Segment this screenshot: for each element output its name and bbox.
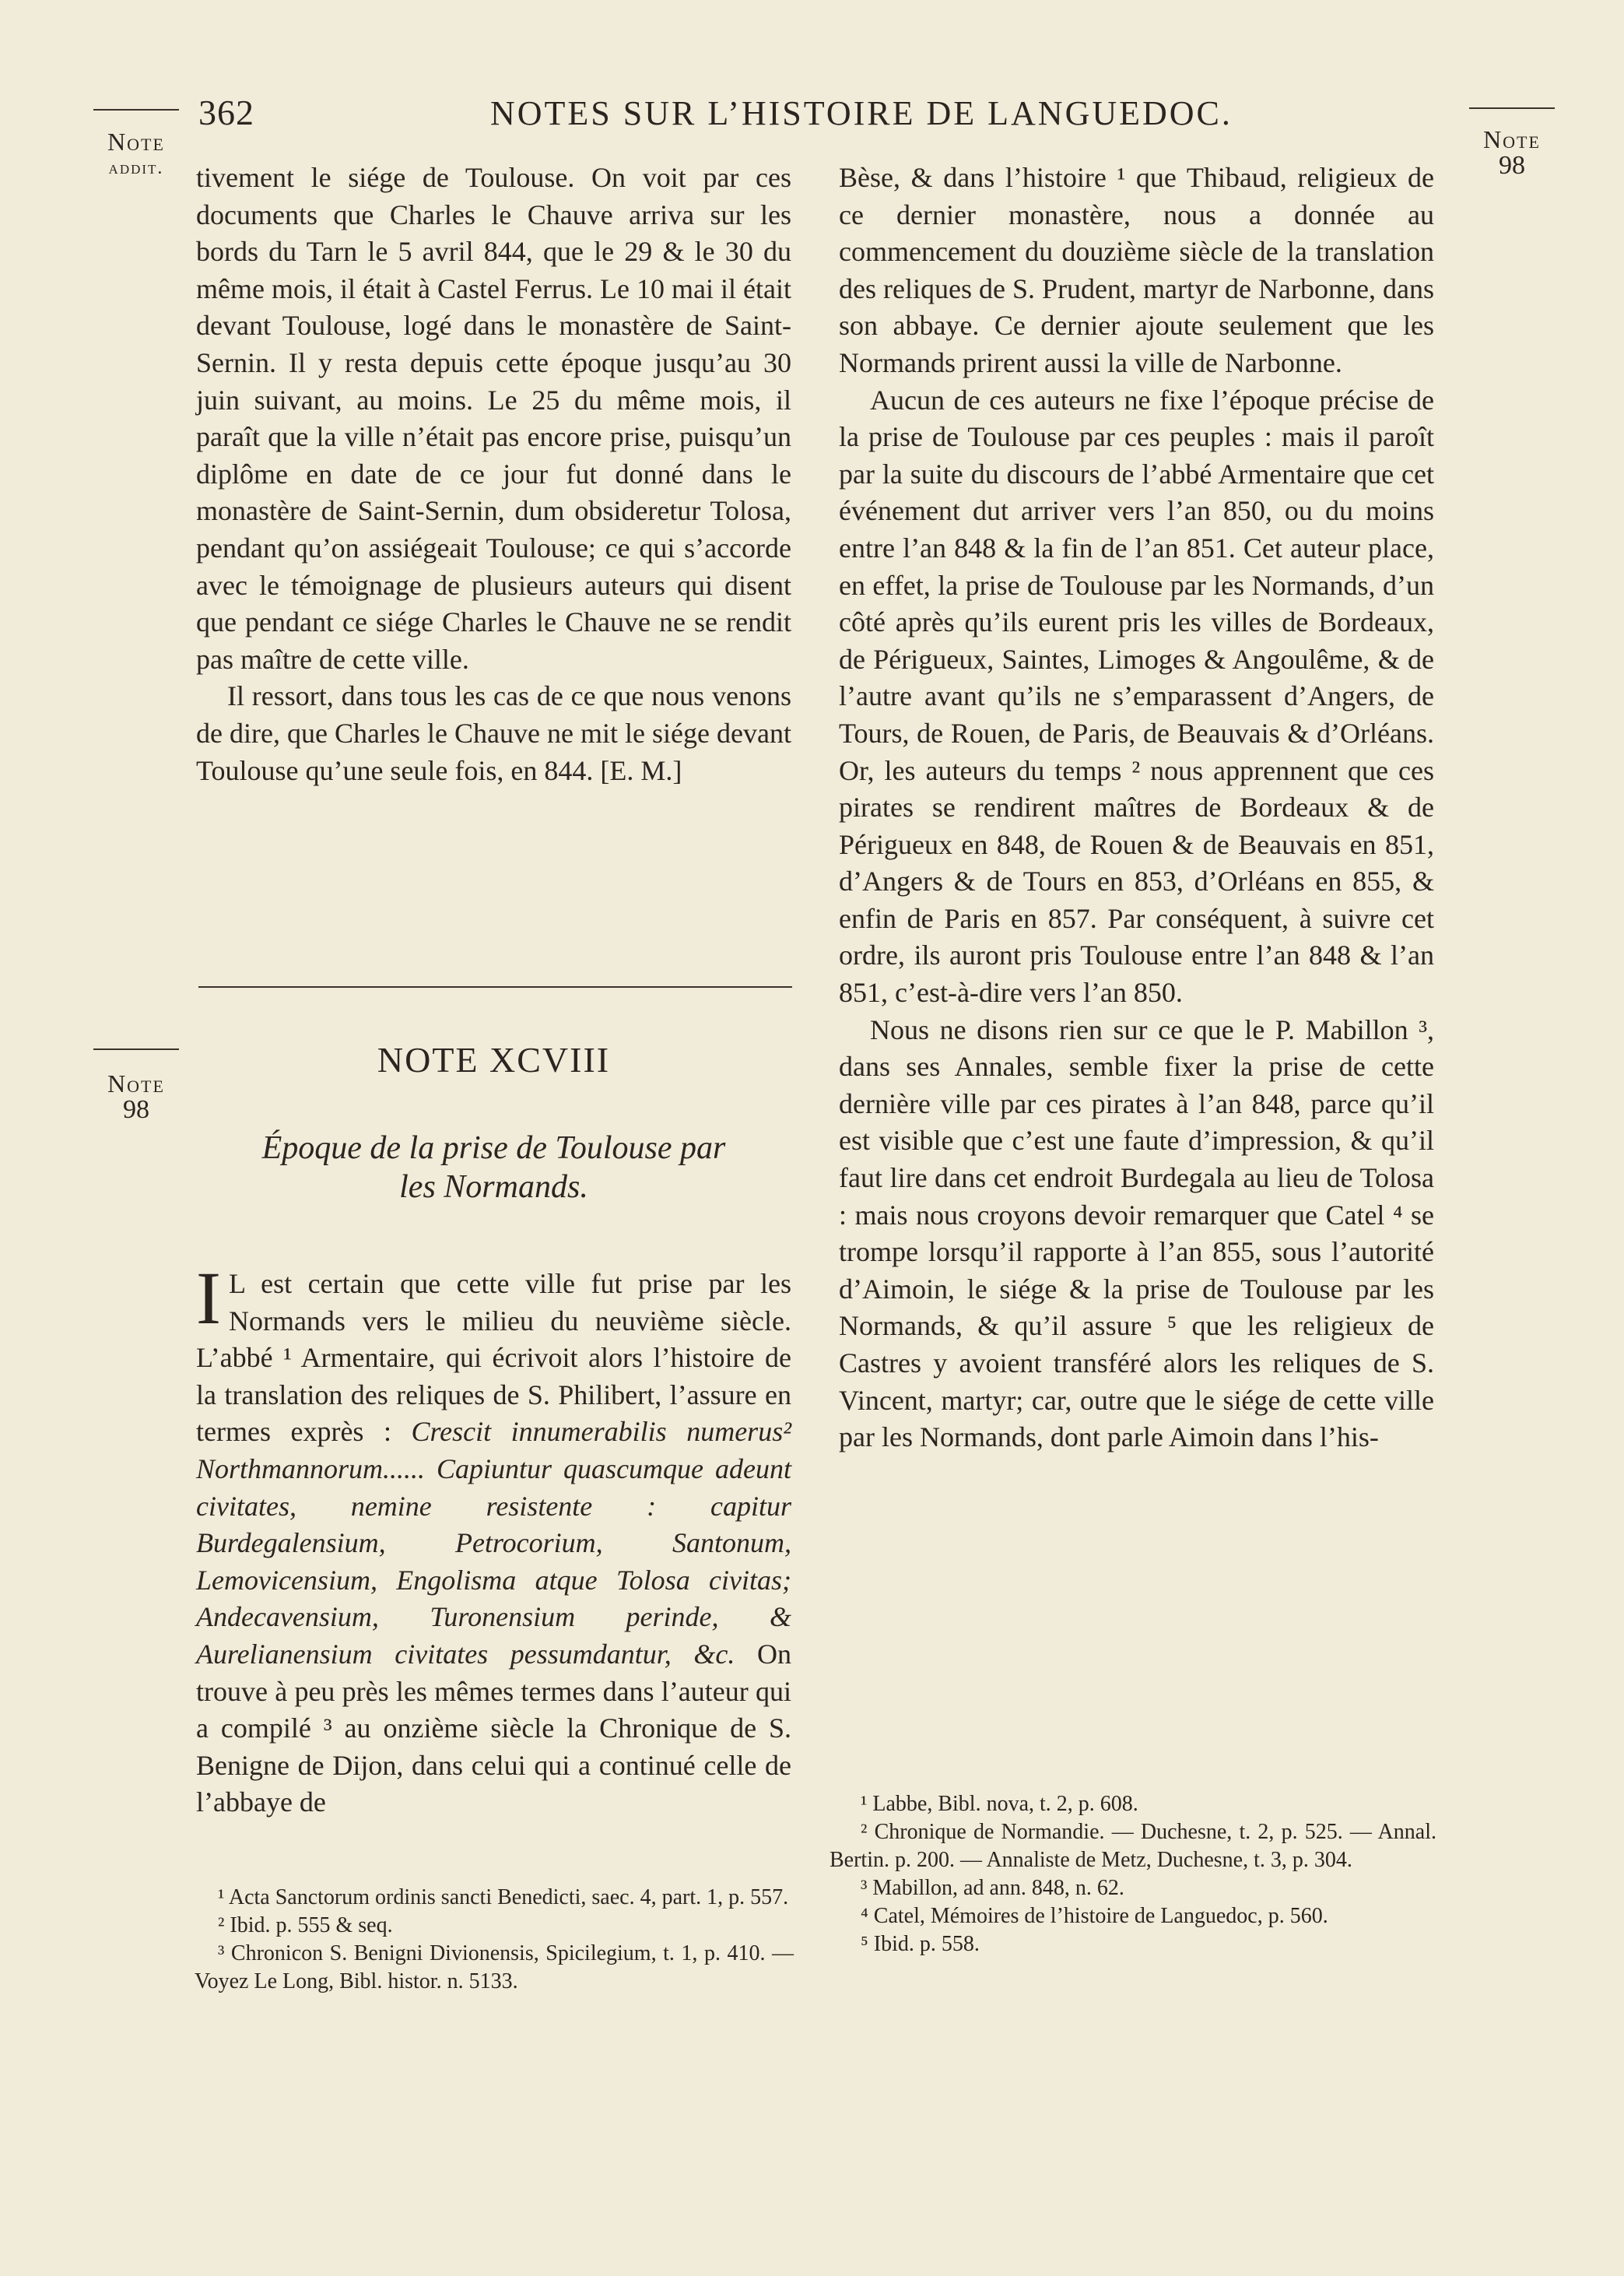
footnote: ² Chronique de Normandie. — Duchesne, t. 2, p. 525. — Annal. Bertin. p. 200. — Annaliste de Metz, Duchesne, t. 3, p. 304. — [830, 1820, 1436, 1872]
note-heading: NOTE XCVIII — [377, 1040, 611, 1080]
footnotes-left — [195, 1884, 794, 1996]
paragraph: tivement le siége de Toulouse. On voit par ces documents que Charles le Chauve arriva sur les bords du Tarn le 5 avril 844, que le 29 & le 30 du même mois, il était à Castel Ferrus. Le 10 mai il était devant Toulouse, logé dans le monastère de Saint-Sernin. Il y resta depuis cette époque jusqu’au 30 juin suivant, au moins. Le 25 du même mois, il paraît que la ville n’était pas encore prise, puisqu’un diplôme en date de ce jour fut donné dans le monastère de Saint-Sernin, dum obsideretur Tolosa, pendant qu’on assiégeait Toulouse; ce qui s’accorde avec le témoignage de plusieurs auteurs qui disent que pendant ce siége Charles le Chauve ne se rendit pas maître de cette ville. — [196, 162, 791, 675]
section-separator — [198, 986, 792, 988]
footnote: ³ Mabillon, ad ann. 848, n. 62. — [861, 1876, 1124, 1900]
margin-rule-mid — [93, 1048, 179, 1050]
drop-cap: I — [196, 1256, 221, 1340]
footnote: ¹ Labbe, Bibl. nova, t. 2, p. 608. — [861, 1792, 1138, 1816]
paragraph: Il ressort, dans tous les cas de ce que nous venons de dire, que Charles le Chauve ne mit le siége devant Toulouse qu’une seule fois, en 844. [E. M.] — [196, 680, 791, 786]
footnote: ⁵ Ibid. p. 558. — [861, 1932, 980, 1956]
paragraph: Bèse, & dans l’histoire ¹ que Thibaud, religieux de ce dernier monastère, nous a donnée au commencement du douzième siècle de la translation des reliques de S. Prudent, martyr de Narbonne, dans son abbaye. Ce dernier ajoute seulement que les Normands prirent aussi la ville de Narbonne. — [839, 162, 1434, 378]
footnote: ³ Chronicon S. Benigni Divionensis, Spicilegium, t. 1, p. 410. — Voyez Le Long, Bibl. histor. n. 5133. — [195, 1941, 794, 1993]
latin-quote: Crescit innumerabilis numerus² Northmannorum...... Capiuntur quascumque adeunt civitates, nemine resistente : capitur Burdegalensium, Petrocorium, Santonum, Lemovicensium, Engolisma atque Tolosa civitas; Andecavensium, Turonensium perinde, & Aurelianensium civitates pessumdantur, &c. — [196, 1416, 791, 1670]
footnote: ¹ Acta Sanctorum ordinis sancti Benedicti, saec. 4, part. 1, p. 557. — [218, 1885, 789, 1909]
paragraph: Nous ne disons rien sur ce que le P. Mabillon ³, dans ses Annales, semble fixer la prise de cette dernière ville par ces pirates à l’an 848, parce qu’il est visible que c’est une faute d’impression, & qu’il faut lire dans cet endroit Burdegala au lieu de Tolosa : mais nous croyons devoir remarquer que Catel ⁴ se trompe lorsqu’il rapporte à l’an 855, sous l’autorité d’Aimoin, le siége & la prise de Toulouse par les Normands, & qu’il assure ⁵ que les religieux de Castres y avoient transféré alors les reliques de S. Vincent, martyr; car, outre que le siége de cette ville par les Normands, dont parle Aimoin dans l’his- — [839, 1013, 1434, 1453]
margin-rule-right — [1469, 107, 1555, 109]
right-column — [839, 160, 1434, 1456]
note-body: I L est certain que cette ville fut prise par les Normands vers le milieu du neuvième siècle. L’abbé ¹ Armentaire, qui écrivoit alors l’histoire de la translation des reliques de S. Philibert, l’assure en termes exprès : Crescit innumerabilis numerus² Northmannorum...... Capiuntur quascumque adeunt civitates, nemine resistente : capitur Burdegalensium, Petrocorium, Santonum, Lemovicensium, Engolisma atque Tolosa civitas; Andecavensium, Turonensium perinde, & Aurelianensium civitates pessumdantur, &c. On trouve à peu près les mêmes termes dans l’auteur qui a compilé ³ au onzième siècle la Chronique de S. Benigne de Dijon, dans celui qui a continué celle de l’abbaye de — [196, 1256, 791, 1818]
margin-note-label: Note addit. — [107, 128, 165, 178]
footnote: ² Ibid. p. 555 & seq. — [218, 1913, 393, 1937]
page-number: 362 — [198, 93, 254, 132]
margin-rule-left — [93, 109, 179, 111]
footnotes-right — [830, 1790, 1436, 1958]
running-title: NOTES SUR L’HISTOIRE DE LANGUEDOC. — [490, 94, 1233, 132]
footnote: ⁴ Catel, Mémoires de l’histoire de Languedoc, p. 560. — [861, 1904, 1328, 1928]
paragraph: Aucun de ces auteurs ne fixe l’époque précise de la prise de Toulouse par ces peuples : mais il paroît par la suite du discours de l’abbé Armentaire que cet événement dut arriver vers l’an 850, ou du moins entre l’an 848 & la fin de l’an 851. Cet auteur place, en effet, la prise de Toulouse par les Normands, d’un côté après qu’ils eurent pris les villes de Bordeaux, de Périgueux, Saintes, Limoges & Angoulême, & de l’autre avant qu’ils ne s’emparassent d’Angers, de Tours, de Rouen, de Paris, de Beauvais & d’Orléans. Or, les auteurs du temps ² nous apprennent que ces pirates se rendirent maîtres de Bordeaux & de Périgueux en 848, de Rouen & de Beauvais en 851, d’Angers & de Tours en 853, d’Orléans en 855, & enfin de Paris en 857. Par conséquent, à suivre cet ordre, ils auront pris Toulouse entre l’an 848 & l’an 851, c’est-à-dire vers l’an 850. — [839, 384, 1434, 1009]
left-column-top — [196, 160, 791, 789]
margin-note-right: Note 98 — [1483, 125, 1541, 180]
margin-note-mid: Note 98 — [107, 1070, 165, 1124]
note-subtitle: Époque de la prise de Toulouse par les Normands. — [261, 1130, 726, 1205]
